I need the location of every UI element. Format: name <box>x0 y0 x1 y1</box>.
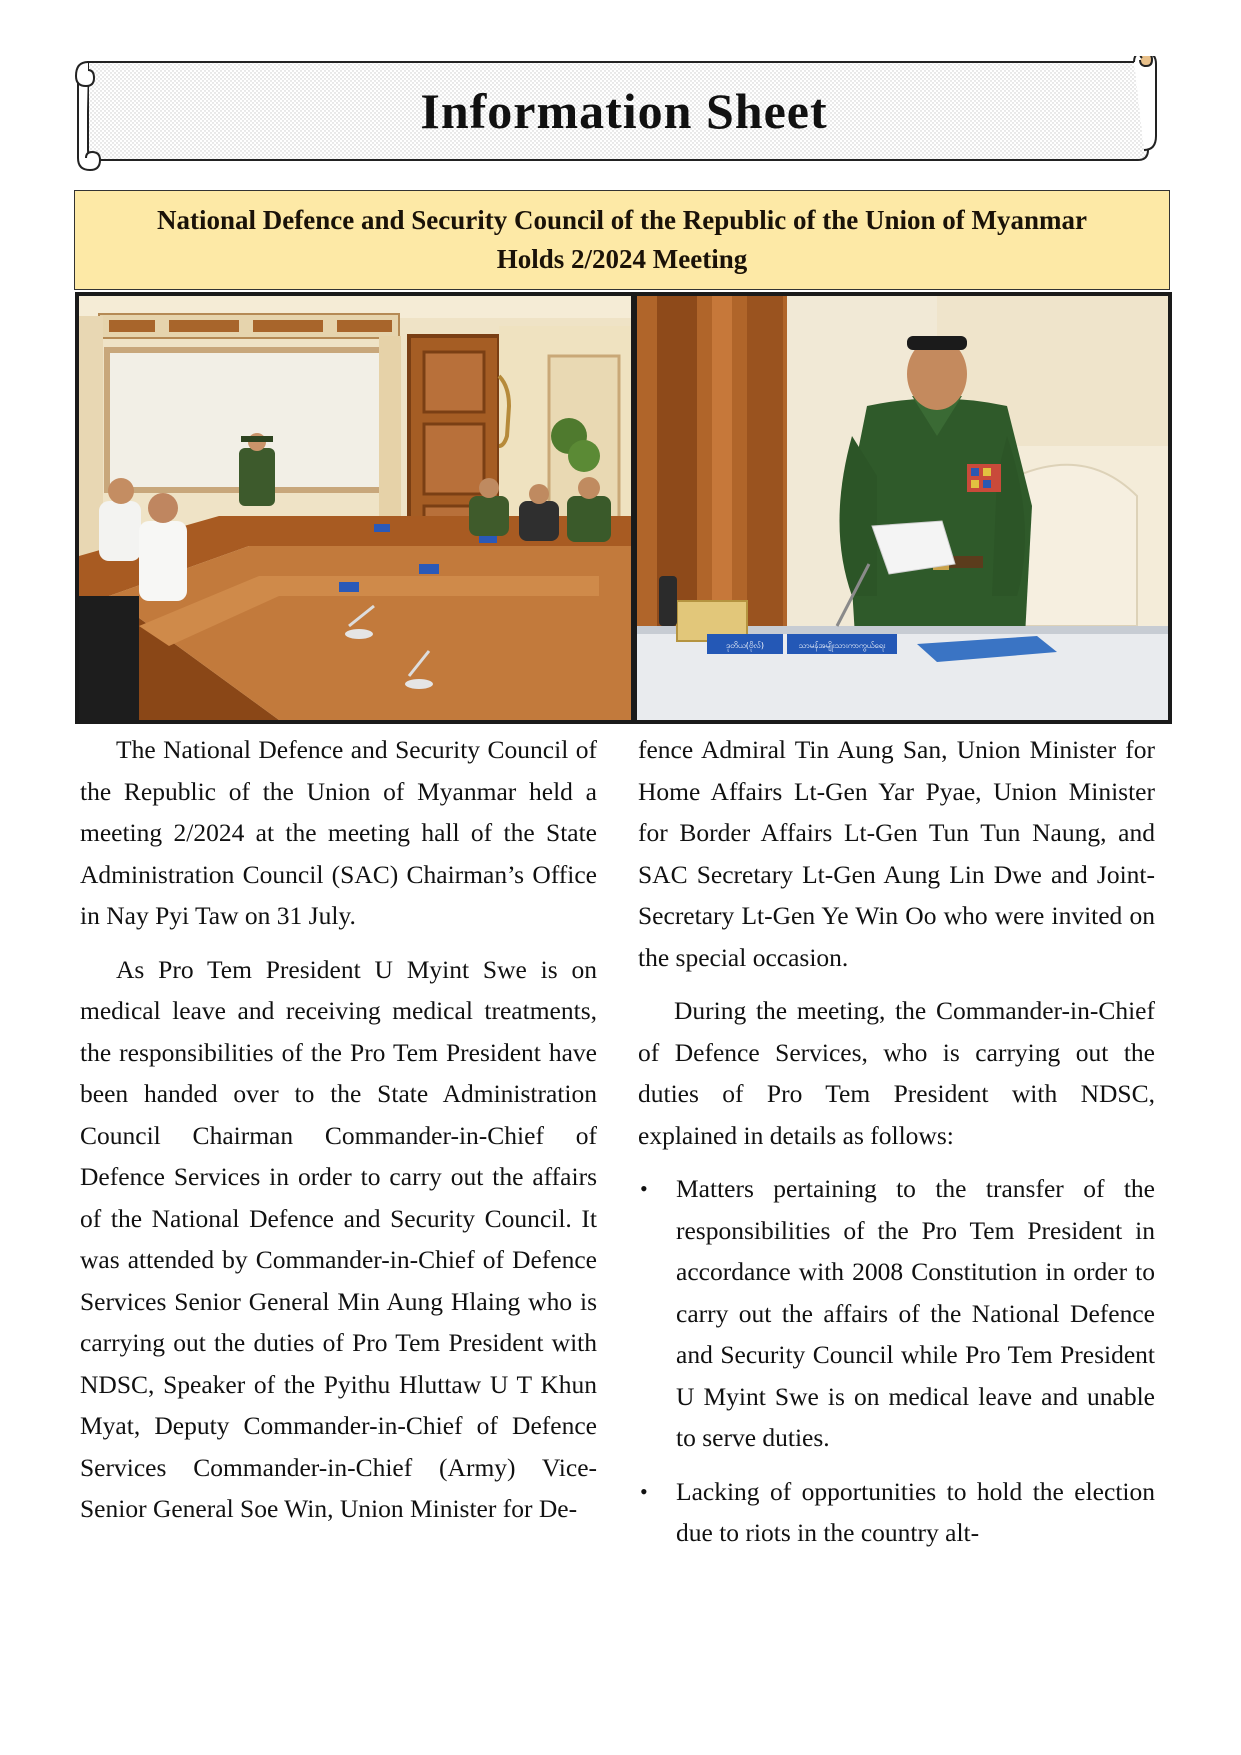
list-item-text: Lacking of opportunities to hold the election due to riots in the country alt- <box>676 1476 1155 1547</box>
speaker-photo <box>633 292 1172 724</box>
headline-box <box>74 190 1170 290</box>
headline-line-1: National Defence and Security Council of the Republic of the Union of Myanmar <box>157 205 1087 235</box>
list-item <box>638 1471 1155 1554</box>
nameplate-left-text: ဒုတိယ(ဗိုလ်) <box>725 641 765 650</box>
title-banner <box>74 56 1174 172</box>
bullet-icon: • <box>640 1478 648 1504</box>
paragraph: As Pro Tem President U Myint Swe is on medical leave and receiving medical treatments, the responsibilities of the Pro Tem President have been handed over to the State Administration Council Chairman Commander-in-Chief of Defence Services in order to carry out the affairs of the National Defence and Security Council. It was attended by Commander-in-Chief of Defence Services Senior General Min Aung Hlaing who is carrying out the duties of Pro Tem President with NDSC, Speaker of the Pyithu Hluttaw U T Khun Myat, Deputy Commander-in-Chief of Defence Services Commander-in-Chief (Army) Vice-Senior General Soe Win, Union Minister for De- <box>80 954 597 1523</box>
page-title: Information Sheet <box>420 83 828 139</box>
paragraph: During the meeting, the Commander-in-Chief of Defence Services, who is carrying out the duties of Pro Tem President with NDSC, explained in details as follows: <box>638 996 1155 1150</box>
list-item-text: Matters pertaining to the transfer of the responsibilities of the Pro Tem President in accordance with 2008 Constitution in order to carry out the affairs of the National Defence and Security Council while Pro Tem President U Myint Swe is on medical leave and unable to serve duties. <box>676 1174 1155 1452</box>
paragraph: The National Defence and Security Council of the Republic of the Union of Myanmar held a meeting 2/2024 at the meeting hall of the State Administration Council (SAC) Chairman’s Office in Nay Pyi Taw on 31 July. <box>80 735 597 930</box>
article-column-right <box>638 729 1155 1566</box>
meeting-hall-photo <box>75 292 635 724</box>
nameplate-right-text: သာမန်အမျိုးသားကာကွယ်ရေး <box>798 641 886 650</box>
headline-line-2: Holds 2/2024 Meeting <box>496 244 748 274</box>
bullet-icon: • <box>640 1176 648 1201</box>
list-item <box>638 1168 1155 1459</box>
bullet-list <box>638 1168 1155 1554</box>
article-column-left <box>80 729 597 1542</box>
paragraph: fence Admiral Tin Aung San, Union Minister for Home Affairs Lt-Gen Yar Pyae, Union Minister for Border Affairs Lt-Gen Tun Tun Naung, and SAC Secretary Lt-Gen Aung Lin Dwe and Joint-Secretary Lt-Gen Ye Win Oo who were invited on the special occasion. <box>638 735 1155 972</box>
